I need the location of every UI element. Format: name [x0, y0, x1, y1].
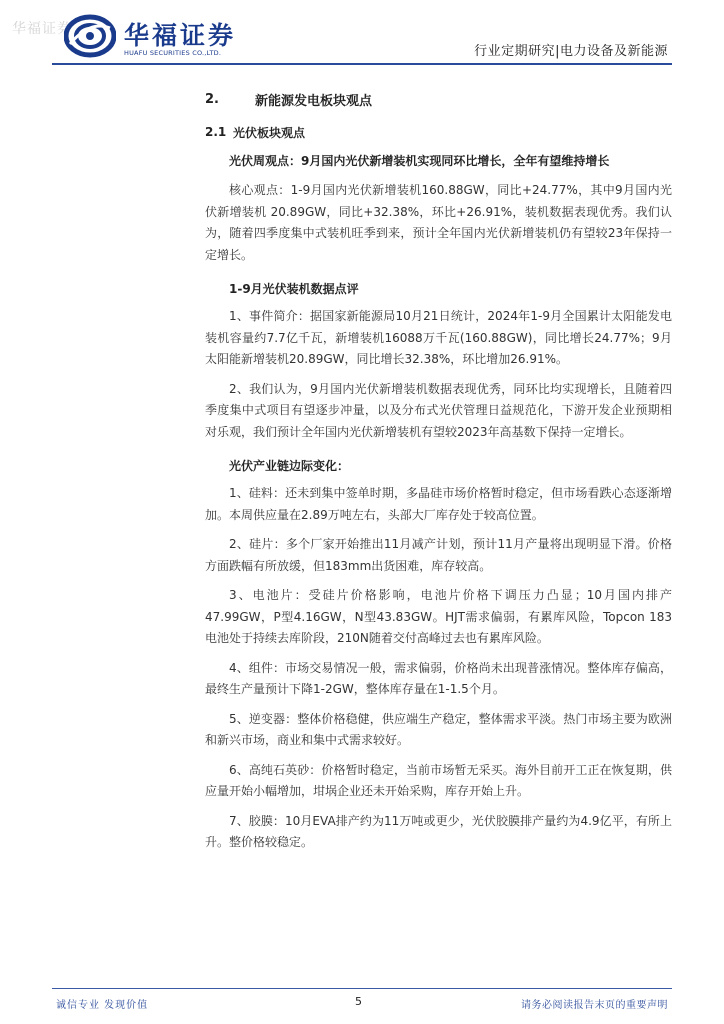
- logo-chinese-name: 华福证券: [124, 21, 237, 50]
- subsection-title: 光伏板块观点: [233, 125, 306, 140]
- main-content: [205, 88, 672, 854]
- chain-item: 4、组件：市场交易情况一般，需求偏弱，价格尚未出现普涨情况。整体库存偏高，最终生产量预计下降1-2GW，整体库存量在1-1.5个月。: [205, 660, 672, 696]
- weekly-view-heading: 光伏周观点：9月国内光伏新增装机实现同环比增长，全年有望维持增长: [229, 154, 610, 168]
- chain-item: 2、硅片：多个厂家开始推出11月减产计划，预计11月产量将出现明显下滑。价格方面跌幅有所放缓，但183mm出货困难，库存较高。: [205, 537, 672, 573]
- chain-heading: 光伏产业链边际变化：: [229, 459, 350, 473]
- chain-item: 3、电池片：受硅片价格影响，电池片价格下调压力凸显；10月国内排产47.99GW，P型4.16GW，N型43.83GW。HJT需求偏弱，有累库风险，Topcon 183电池处于持续去库阶段，210N随着交付高峰过去也有累库风险。: [205, 588, 672, 645]
- data-review-heading: 1-9月光伏装机数据点评: [229, 282, 359, 296]
- chain-item: 7、胶膜：10月EVA排产约为11万吨或更少，光伏胶膜排产量约为4.9亿平，有所上升。整价格较稳定。: [205, 813, 672, 849]
- page-number: 5: [355, 995, 362, 1008]
- chain-item: 6、高纯石英砂：价格暂时稳定，当前市场暂无采买。海外目前开工正在恢复期，供应量开始小幅增加，坩埚企业还未开始采购，库存开始上升。: [205, 762, 672, 798]
- watermark: 华福证券: [12, 21, 72, 37]
- chain-item: 5、逆变器：整体价格稳健，供应端生产稳定，整体需求平淡。热门市场主要为欧洲和新兴市场，商业和集中式需求较好。: [205, 711, 672, 747]
- report-type: 行业定期研究|电力设备及新能源: [474, 44, 668, 59]
- subsection-number: 2.1: [205, 125, 227, 139]
- section-title: 新能源发电板块观点: [255, 93, 373, 109]
- company-logo: [64, 10, 264, 62]
- section-heading: [205, 88, 672, 110]
- subsection-heading: [205, 122, 672, 142]
- core-view-paragraph: 核心观点：1-9月国内光伏新增装机160.88GW，同比+24.77%，其中9月国内光伏新增装机 20.89GW，同比+32.38%，环比+26.91%，装机数据表现优秀。我们认为，随着四季度集中式装机旺季到来，预计全年国内光伏新增装机仍有望较23年保持一定增长。: [205, 183, 672, 262]
- chain-item: 1、硅料：还未到集中签单时期，多晶硅市场价格暂时稳定，但市场看跌心态逐渐增加。本周供应量在2.89万吨左右，头部大厂库存处于较高位置。: [205, 486, 672, 522]
- section-number: 2.: [205, 91, 219, 107]
- footer-slogan: 诚信专业 发现价值: [56, 1000, 149, 1011]
- footer-disclaimer: 请务必阅读报告末页的重要声明: [521, 1000, 668, 1011]
- data-review-paragraph: 1、事件简介：据国家新能源局10月21日统计，2024年1-9月全国累计太阳能发电装机容量约7.7亿千瓦，新增装机16088万千瓦(160.88GW)，同比增长24.77%；9月太阳能新增装机20.89GW，同比增长32.38%，环比增加26.91%。: [205, 309, 672, 366]
- data-review-paragraph: 2、我们认为，9月国内光伏新增装机数据表现优秀，同环比均实现增长，且随着四季度集中式项目有望逐步冲量，以及分布式光伏管理日益规范化，下游开发企业预期相对乐观，我们预计全年国内光伏新增装机有望较2023年高基数下保持一定增长。: [205, 381, 672, 439]
- header-divider: [52, 63, 672, 65]
- logo-english-name: HUAFU SECURITIES CO.,LTD.: [124, 49, 222, 57]
- footer-divider: [52, 988, 672, 989]
- logo-swirl-icon: [64, 14, 116, 58]
